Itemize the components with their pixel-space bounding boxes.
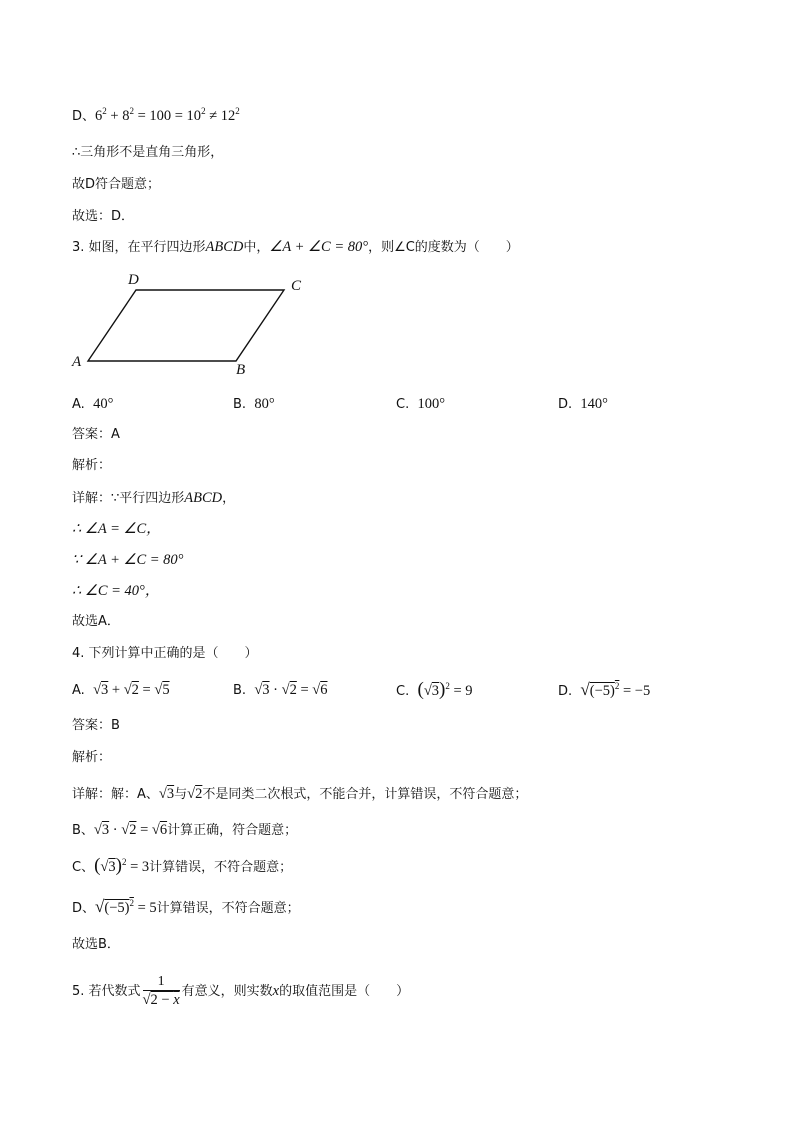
q5-variable: x [272, 983, 280, 999]
option-letter: A. [72, 397, 85, 412]
q4-option-a [72, 681, 170, 700]
q3-detail-prefix: 详解：∵平行四边形 [72, 491, 185, 506]
option-letter: D. [558, 684, 573, 699]
q4-option-a-math: √3 + √2 = √5 [93, 682, 170, 698]
therefore-line: ∴三角形不是直角三角形， [72, 145, 224, 160]
q4-option-c-math: $(√3)^2 = 9$ [417, 679, 473, 700]
q5-stem-end: 的取值范围是（ ） [279, 984, 410, 999]
q4-detail-b-prefix: B、 [72, 823, 94, 838]
q4-detail-d-suffix: 计算错误，不符合题意； [156, 901, 300, 916]
option-value: 140° [580, 396, 608, 412]
q3-option-c [396, 395, 445, 414]
q4-stem: 4. 下列计算中正确的是（ ） [72, 646, 258, 661]
parallelogram-figure [66, 266, 316, 382]
q4-detail-a-prefix: 详解：解：A、 [72, 787, 159, 802]
option-letter: A. [72, 683, 85, 698]
q4-detail-a-mid: 与 [174, 787, 188, 802]
q3-detail-suffix: ， [222, 491, 236, 506]
fraction-denominator: √2 − x [142, 992, 180, 1008]
q4-analysis: 解析： [72, 750, 112, 765]
q3-stem-formula: ∠A + ∠C = 80° [269, 239, 369, 255]
q3-detail-abcd: ABCD [184, 490, 223, 506]
choice-line: 故选：D． [72, 209, 135, 224]
option-letter: D. [558, 397, 573, 412]
q3-step3: ∴ ∠C = 40°， [72, 583, 160, 599]
q3-answer: 答案：A [72, 427, 120, 442]
q5-stem-prefix: 5. 若代数式 [72, 984, 141, 999]
q3-analysis: 解析： [72, 458, 112, 473]
option-value: 100° [417, 396, 446, 412]
q4-detail-b-suffix: 计算正确，符合题意； [167, 823, 298, 838]
option-letter: C. [396, 684, 410, 699]
q3-option-b [233, 395, 275, 414]
q4-option-b [233, 681, 327, 700]
fraction-numerator: 1 [143, 974, 180, 991]
q4-detail-d-math: $√(-5)^2 = 5$ [95, 897, 157, 916]
q4-detail-b-math: √3 · √2 = √6 [93, 822, 168, 838]
vertex-label-d: D [128, 272, 139, 288]
q4-detail-c-math: $(√3)^2 = 3$ [94, 855, 150, 876]
q3-step2: ∵ ∠A + ∠C = 80° [72, 552, 184, 568]
q3-choice: 故选A． [72, 614, 120, 629]
vertex-label-c: C [291, 278, 302, 294]
q3-option-a [72, 395, 113, 414]
q5-stem [72, 972, 409, 1011]
q3-stem-suffix: ，则∠C的度数为（ ） [368, 240, 519, 255]
option-letter: C. [396, 397, 410, 412]
q4-detail-d [72, 898, 300, 918]
sqrt2: √2 [187, 786, 203, 802]
q4-detail-c-suffix: 计算错误，不符合题意； [149, 860, 293, 875]
parallelogram-shape [88, 290, 284, 361]
q3-detail [72, 489, 235, 508]
vertex-label-b: B [236, 362, 246, 378]
option-letter: B. [233, 397, 247, 412]
option-value: 40° [93, 396, 114, 412]
option-letter: B. [233, 683, 247, 698]
q4-detail-a-suffix: 不是同类二次根式，不能合并，计算错误，不符合题意； [202, 787, 528, 802]
q3-step1: ∴ ∠A = ∠C， [72, 521, 161, 537]
q4-option-d-math: $√(-5)^2 = -5$ [580, 680, 651, 699]
q3-stem-abcd: ABCD [205, 239, 244, 255]
q3-stem [72, 238, 519, 257]
q5-stem-suffix: 有意义，则实数 [181, 984, 273, 999]
q5-fraction [143, 974, 180, 1009]
solution-line-d [72, 107, 240, 126]
q4-option-b-math: √3 · √2 = √6 [254, 682, 328, 698]
q3-stem-mid: 中， [243, 240, 270, 255]
q3-stem-prefix: 3. 如图，在平行四边形 [72, 240, 206, 255]
vertex-label-a: A [72, 354, 82, 370]
q4-detail-c-prefix: C、 [72, 860, 95, 875]
equation-d: $6^2 + 8^2 = 100 = 10^2 \ne 12^2$ [95, 106, 240, 124]
q4-choice: 故选B． [72, 937, 120, 952]
q4-detail-d-prefix: D、 [72, 901, 96, 916]
option-value: 80° [254, 396, 275, 412]
q4-option-d [558, 681, 650, 701]
q3-option-d [558, 395, 608, 414]
sqrt3: √3 [158, 786, 175, 802]
q4-detail-a [72, 785, 527, 804]
option-letter-d: D、 [72, 109, 96, 124]
q4-detail-b [72, 821, 297, 840]
q4-detail-c [72, 857, 292, 877]
q4-answer: 答案：B [72, 718, 120, 733]
fit-line: 故D符合题意； [72, 177, 161, 192]
q4-option-c [396, 681, 473, 701]
